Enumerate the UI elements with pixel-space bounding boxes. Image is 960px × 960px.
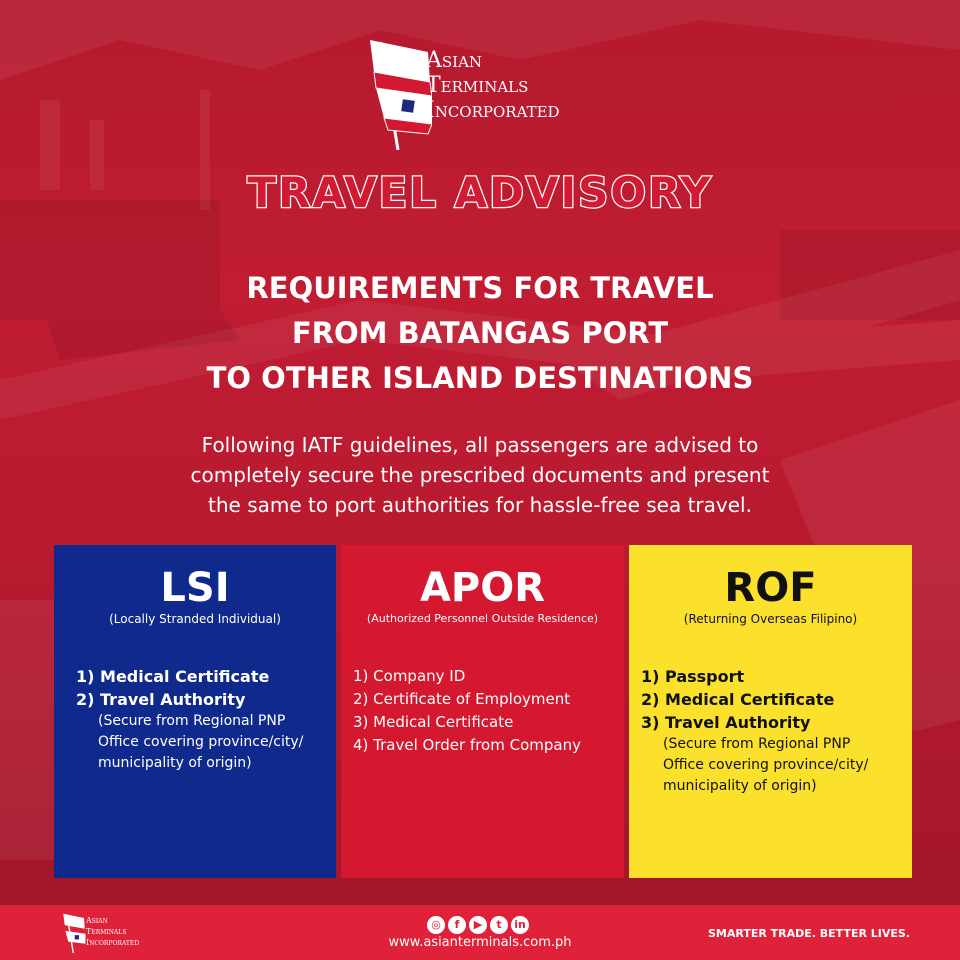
lsi-title: LSI: [160, 565, 230, 611]
list-item: 3) Travel Authority: [641, 713, 811, 732]
rof-requirements-list: [641, 665, 904, 797]
list-item: 1) Passport: [641, 667, 745, 686]
list-item: 4) Travel Order from Company: [353, 736, 581, 754]
travel-advisory-heading: TRAVEL ADVISORY: [247, 168, 713, 217]
logo-wordmark: [426, 48, 560, 123]
footer-logo-line-3: Incorporated: [86, 938, 140, 947]
list-item: 2) Medical Certificate: [641, 690, 835, 709]
requirements-heading: [0, 266, 960, 401]
intro-paragraph: [0, 430, 960, 520]
lsi-requirements-list: [76, 665, 328, 774]
apor-panel: [341, 545, 624, 878]
lsi-note-line: (Secure from Regional PNP: [98, 713, 286, 729]
logo-line-1: Asian: [426, 48, 483, 73]
footer-bar: [0, 905, 960, 960]
apor-requirements-list: [353, 665, 616, 757]
intro-line-2: completely secure the prescribed documents and present: [190, 463, 770, 487]
footer-logo-line-2: Terminals: [86, 927, 127, 936]
website-link[interactable]: www.asianterminals.com.ph: [388, 935, 572, 950]
list-item: 1) Company ID: [353, 667, 466, 685]
linkedin-icon[interactable]: in: [511, 916, 529, 934]
logo-line-2: Terminals: [426, 73, 529, 98]
logo-line-3: Incorporated: [426, 98, 560, 123]
rof-subtitle: (Returning Overseas Filipino): [683, 612, 858, 626]
apor-title: APOR: [419, 565, 546, 611]
requirements-line-1: REQUIREMENTS FOR TRAVEL: [246, 271, 714, 305]
youtube-icon[interactable]: ▶: [469, 916, 487, 934]
tagline: SMARTER TRADE. BETTER LIVES.: [707, 927, 910, 940]
twitter-icon[interactable]: t: [490, 916, 508, 934]
social-icons: [427, 913, 539, 933]
intro-line-3: the same to port authorities for hassle-free sea travel.: [208, 493, 752, 517]
list-item: 1) Medical Certificate: [76, 667, 270, 686]
intro-line-1: Following IATF guidelines, all passengers are advised to: [201, 433, 759, 457]
rof-panel: [629, 545, 912, 878]
requirements-line-3: TO OTHER ISLAND DESTINATIONS: [206, 361, 754, 395]
list-item: 2) Travel Authority: [76, 690, 246, 709]
lsi-subtitle: (Locally Stranded Individual): [109, 612, 281, 626]
lsi-panel: [54, 545, 336, 878]
list-item: 3) Medical Certificate: [353, 713, 514, 731]
facebook-icon[interactable]: f: [448, 916, 466, 934]
lsi-note-line: Office covering province/city/: [98, 734, 304, 750]
footer-logo-line-1: Asian: [86, 916, 108, 925]
rof-note-line: (Secure from Regional PNP: [663, 736, 851, 752]
list-item: 2) Certificate of Employment: [353, 690, 571, 708]
lsi-note-line: municipality of origin): [98, 755, 252, 771]
rof-note-line: municipality of origin): [663, 778, 817, 794]
instagram-icon[interactable]: ◎: [427, 916, 445, 934]
flag-logo-icon: [368, 38, 432, 150]
rof-note-line: Office covering province/city/: [663, 757, 869, 773]
apor-subtitle: (Authorized Personnel Outside Residence): [366, 612, 599, 625]
requirements-line-2: FROM BATANGAS PORT: [291, 316, 669, 350]
company-logo: [368, 38, 618, 150]
rof-title: ROF: [724, 565, 817, 611]
